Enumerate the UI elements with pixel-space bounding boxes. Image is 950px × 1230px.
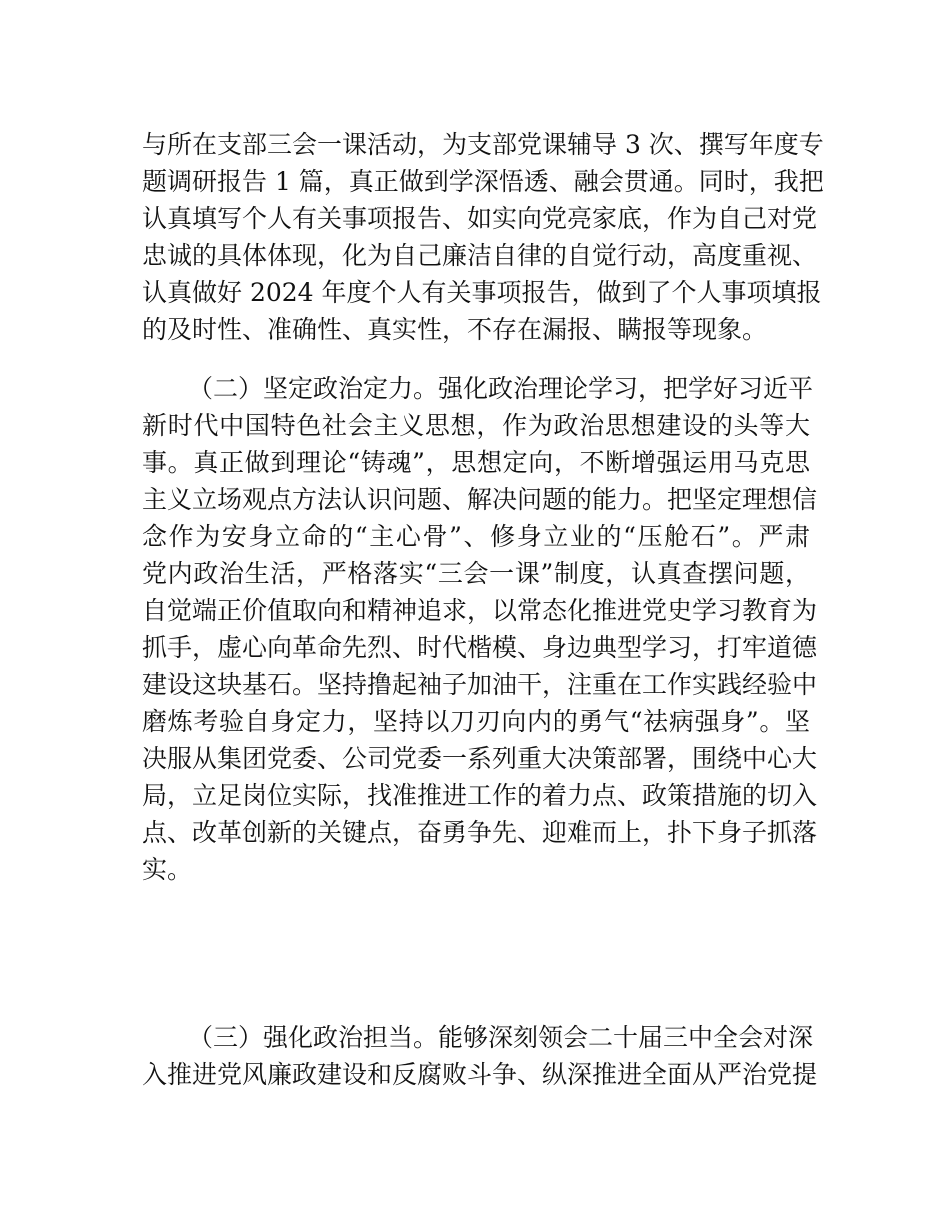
text-line: 建设这块基石。坚持撸起袖子加油干，注重在工作实践经验中 bbox=[142, 670, 818, 699]
text-line: 认真填写个人有关事项报告、如实向党亮家底，作为自己对党 bbox=[142, 204, 818, 233]
text-line: 的及时性、准确性、真实性，不存在漏报、瞒报等现象。 bbox=[142, 315, 768, 344]
text-line: 抓手，虚心向革命先烈、时代楷模、身边典型学习，打牢道德 bbox=[142, 633, 818, 662]
paragraph-continuation bbox=[142, 126, 824, 348]
text-line: 决服从集团党委、公司党委一系列重大决策部署，围绕中心大 bbox=[142, 744, 818, 773]
text-line: 忠诚的具体体现，化为自己廉洁自律的自觉行动，高度重视、 bbox=[142, 241, 818, 270]
text-line: 主义立场观点方法认识问题、解决问题的能力。把坚定理想信 bbox=[142, 485, 818, 514]
section-heading-line: （二）坚定政治定力。强化政治理论学习，把学好习近平 bbox=[188, 374, 814, 403]
text-line: 与所在支部三会一课活动，为支部党课辅导 3 次、撰写年度专 bbox=[142, 130, 824, 159]
text-line: 入推进党风廉政建设和反腐败斗争、纵深推进全面从严治党提 bbox=[142, 1060, 818, 1089]
paragraph-political-responsibility bbox=[142, 1019, 818, 1093]
text-line: 点、改革创新的关键点，奋勇争先、迎难而上，扑下身子抓落 bbox=[142, 818, 818, 847]
text-line: 事。真正做到理论“铸魂”，思想定向，不断增强运用马克思 bbox=[142, 448, 810, 477]
text-line: 实。 bbox=[142, 855, 193, 884]
text-line: 认真做好 2024 年度个人有关事项报告，做到了个人事项填报 bbox=[142, 278, 822, 307]
text-line: 新时代中国特色社会主义思想，作为政治思想建设的头等大 bbox=[142, 411, 810, 440]
text-line: 磨炼考验自身定力，坚持以刀刃向内的勇气“祛病强身”。坚 bbox=[142, 707, 810, 736]
text-line: 念作为安身立命的“主心骨”、修身立业的“压舱石”。严肃 bbox=[142, 522, 810, 551]
text-line: 局，立足岗位实际，找准推进工作的着力点、政策措施的切入 bbox=[142, 781, 818, 810]
text-line: 题调研报告 1 篇，真正做到学深悟透、融会贯通。同时，我把 bbox=[142, 167, 824, 196]
text-line: 党内政治生活，严格落实“三会一课”制度，认真查摆问题， bbox=[142, 559, 810, 588]
paragraph-political-stance bbox=[142, 370, 818, 888]
text-line: 自觉端正价值取向和精神追求，以常态化推进党史学习教育为 bbox=[142, 596, 818, 625]
section-heading-line: （三）强化政治担当。能够深刻领会二十届三中全会对深 bbox=[188, 1023, 814, 1052]
